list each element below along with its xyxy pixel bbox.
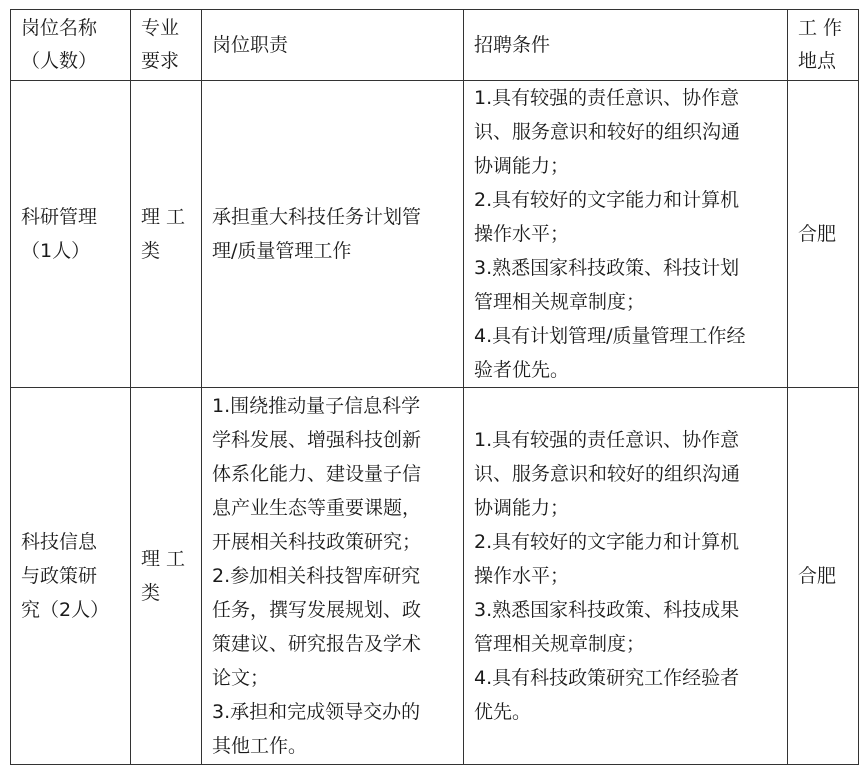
header-req-cell [464,10,788,81]
position-name: 科技信息 与政策研 究（2人） [21,531,110,621]
header-work-location: 工 作 地点 [798,17,843,72]
position-name-cell [11,81,131,388]
work-location: 合肥 [798,223,837,245]
requirements-cell [464,388,788,765]
table-row [11,81,859,388]
duty-cell [202,388,464,765]
header-row [11,10,859,81]
job-requirements: 1.具有较强的责任意识、协作意 识、服务意识和较好的组织沟通 协调能力； 2.具有较好的文字能力和计算机 操作水平； 3.熟悉国家科技政策、科技成果 管理相关规章制度； 4.具有科技政策研究工作经验者 优先。 [474,429,741,723]
major-cell [131,81,202,388]
header-position-name: 岗位名称 （人数） [21,17,98,72]
position-name: 科研管理 （1人） [21,206,98,262]
header-major-requirement: 专业 要求 [141,17,180,72]
major-requirement: 理 工 类 [141,548,186,604]
header-duty-cell [202,10,464,81]
recruitment-table [10,9,859,765]
requirements-cell [464,81,788,388]
location-cell [788,81,859,388]
header-major-cell [131,10,202,81]
location-cell [788,388,859,765]
job-duties: 1.围绕推动量子信息科学 学科发展、增强科技创新 体系化能力、建设量子信 息产业生态等重要课题， 开展相关科技政策研究； 2.参加相关科技智库研究 任务，撰写发展规划、政 策建议、研究报告及学术 论文； 3.承担和完成领导交办的 其他工作。 [212,395,422,757]
duty-cell [202,81,464,388]
work-location: 合肥 [798,565,837,587]
job-duties: 承担重大科技任务计划管 理/质量管理工作 [212,206,422,262]
header-requirements: 招聘条件 [474,33,551,56]
major-cell [131,388,202,765]
header-position-name-cell [11,10,131,81]
table-row [11,388,859,765]
major-requirement: 理 工 类 [141,206,186,262]
header-duties: 岗位职责 [212,33,289,56]
position-name-cell [11,388,131,765]
job-requirements: 1.具有较强的责任意识、协作意 识、服务意识和较好的组织沟通 协调能力； 2.具有较好的文字能力和计算机 操作水平； 3.熟悉国家科技政策、科技计划 管理相关规章制度； 4.具有计划管理/质量管理工作经 验者优先。 [474,87,746,381]
header-location-cell [788,10,859,81]
